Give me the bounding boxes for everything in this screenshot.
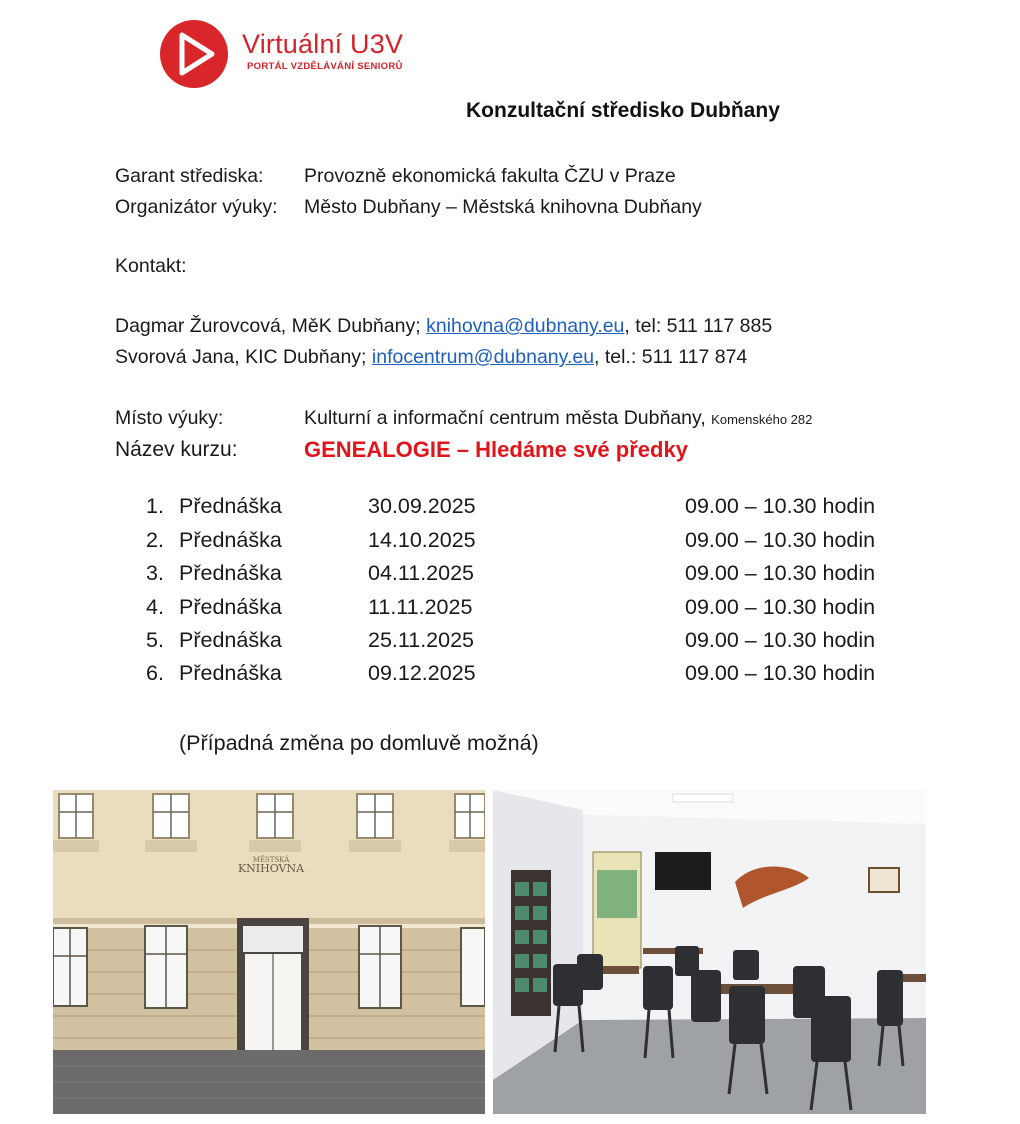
lecture-number: 1. bbox=[146, 494, 164, 518]
lecture-time: 09.00 – 10.30 hodin bbox=[685, 494, 876, 518]
contact-2-name: Svorová Jana, KIC Dubňany; bbox=[115, 346, 372, 368]
lecture-date: 09.12.2025 bbox=[368, 661, 476, 685]
lecture-number: 2. bbox=[146, 528, 164, 552]
contact-line-2 bbox=[115, 346, 747, 369]
logo-play-icon bbox=[160, 20, 228, 88]
lecture-time: 09.00 – 10.30 hodin bbox=[685, 628, 876, 652]
lecture-number: 3. bbox=[146, 561, 164, 585]
guarantor-value: Provozně ekonomická fakulta ČZU v Praze bbox=[304, 165, 676, 187]
venue-address: Komenského 282 bbox=[711, 412, 813, 427]
page-title: Konzultační středisko Dubňany bbox=[466, 99, 780, 122]
lecture-time: 09.00 – 10.30 hodin bbox=[685, 561, 876, 585]
schedule-note: (Případná změna po domluvě možná) bbox=[179, 731, 539, 755]
venue-value bbox=[304, 407, 812, 430]
classroom-photo bbox=[493, 790, 926, 1114]
lecture-number: 5. bbox=[146, 628, 164, 652]
lecture-label: Přednáška bbox=[179, 528, 282, 552]
email-link-knihovna[interactable]: knihovna@dubnany.eu bbox=[426, 315, 625, 337]
logo-name: Virtuální U3V bbox=[242, 29, 404, 59]
lecture-time: 09.00 – 10.30 hodin bbox=[685, 528, 876, 552]
guarantor-label: Garant střediska: bbox=[115, 165, 264, 187]
building-sign-small: MĚSTSKÁ bbox=[252, 856, 290, 864]
contact-line-1 bbox=[115, 315, 772, 338]
lecture-time: 09.00 – 10.30 hodin bbox=[685, 661, 876, 685]
lecture-label: Přednáška bbox=[179, 561, 282, 585]
contact-label: Kontakt: bbox=[115, 255, 187, 277]
venue-name: Kulturní a informační centrum města Dubňany, bbox=[304, 407, 706, 429]
lecture-date: 30.09.2025 bbox=[368, 494, 476, 518]
lecture-number: 4. bbox=[146, 595, 164, 619]
email-link-infocentrum[interactable]: infocentrum@dubnany.eu bbox=[371, 346, 595, 368]
lecture-time: 09.00 – 10.30 hodin bbox=[685, 595, 876, 619]
library-building-photo bbox=[53, 790, 485, 1114]
lecture-date: 25.11.2025 bbox=[368, 628, 475, 652]
contact-1-name: Dagmar Žurovcová, MěK Dubňany; bbox=[115, 315, 427, 337]
organizer-value: Město Dubňany – Městská knihovna Dubňany bbox=[304, 196, 702, 218]
lecture-number: 6. bbox=[146, 661, 164, 685]
lecture-label: Přednáška bbox=[179, 494, 282, 518]
lecture-date: 11.11.2025 bbox=[368, 595, 473, 619]
building-sign: KNIHOVNA bbox=[237, 862, 305, 875]
lecture-date: 04.11.2025 bbox=[368, 561, 475, 585]
logo-tagline: PORTÁL VZDĚLÁVÁNÍ SENIORŮ bbox=[247, 61, 403, 72]
course-title: GENEALOGIE – Hledáme své předky bbox=[304, 437, 688, 462]
venue-label: Místo výuky: bbox=[115, 407, 224, 429]
lecture-label: Přednáška bbox=[179, 628, 282, 652]
contact-1-phone: , tel: 511 117 885 bbox=[624, 315, 773, 337]
course-label: Název kurzu: bbox=[115, 438, 238, 461]
lecture-label: Přednáška bbox=[179, 595, 282, 619]
contact-2-phone: , tel.: 511 117 874 bbox=[594, 346, 748, 368]
organizer-label: Organizátor výuky: bbox=[115, 196, 278, 218]
lecture-date: 14.10.2025 bbox=[368, 528, 476, 552]
lecture-label: Přednáška bbox=[179, 661, 282, 685]
